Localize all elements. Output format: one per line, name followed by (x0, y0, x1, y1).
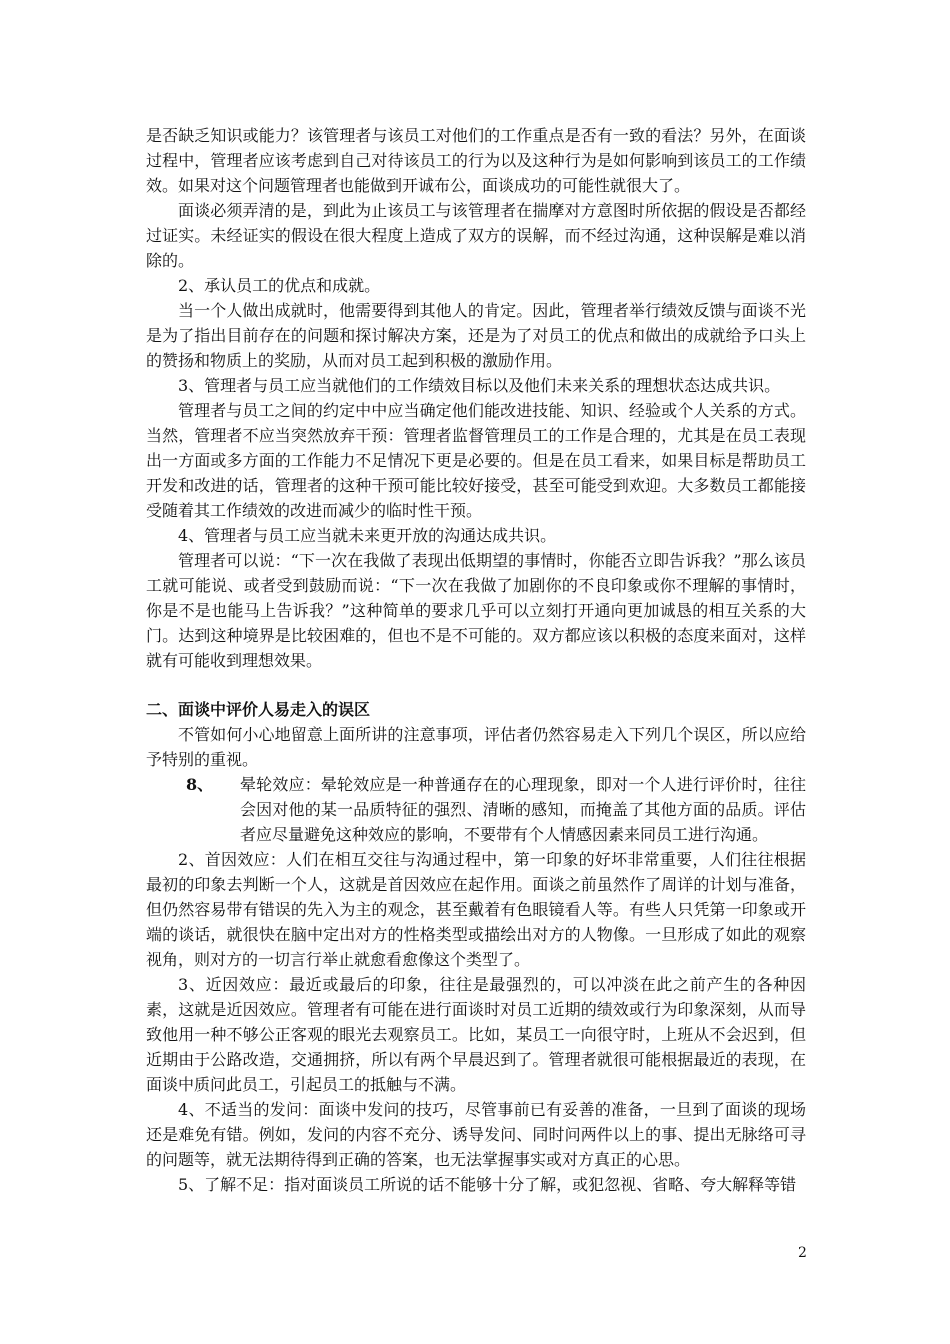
body-paragraph: 是否缺乏知识或能力？该管理者与该员工对他们的工作重点是否有一致的看法？另外，在面谈过程中，管理者应该考虑到自己对待该员工的行为以及这种行为是如何影响到该员工的工作绩效。如果对这个问题管理者也能做到开诚布公，面谈成功的可能性就很大了。 (146, 126, 806, 195)
body-paragraph: 管理者可以说：“下一次在我做了表现出低期望的事情时，你能否立即告诉我？”那么该员工就可能说、或者受到鼓励而说：“下一次在我做了加剧你的不良印象或你不理解的事情时，你是不是也能马上告诉我？”这种简单的要求几乎可以立刻打开通向更加诚恳的相互关系的大门。达到这种境界是比较困难的，但也不是不可能的。双方都应该以积极的态度来面对，这样就有可能收到理想效果。 (146, 551, 806, 670)
body-paragraph: 3、近因效应：最近或最后的印象，往往是最强烈的，可以冲淡在此之前产生的各种因素，这就是近因效应。管理者有可能在进行面谈时对员工近期的绩效或行为印象深刻，从而导致他用一种不够公正客观的眼光去观察员工。比如，某员工一向很守时，上班从不会迟到，但近期由于公路改造，交通拥挤，所以有两个早晨迟到了。管理者就很可能根据最近的表现，在面谈中质问此员工，引起员工的抵触与不满。 (146, 975, 806, 1094)
document-page (146, 123, 806, 1197)
numbered-point: 2、承认员工的优点和成就。 (178, 276, 381, 295)
list-number: 8、 (186, 775, 214, 794)
section-intro: 不管如何小心地留意上面所讲的注意事项，评估者仍然容易走入下列几个误区，所以应给予特别的重视。 (146, 725, 806, 769)
numbered-point: 3、管理者与员工应当就他们的工作绩效目标以及他们未来关系的理想状态达成共识。 (178, 376, 781, 395)
list-text: 晕轮效应：晕轮效应是一种普通存在的心理现象，即对一个人进行评价时，往往会因对他的某一品质特征的强烈、清晰的感知，而掩盖了其他方面的品质。评估者应尽量避免这种效应的影响，不要带有个人情感因素来同员工进行沟通。 (240, 775, 806, 844)
list-item (186, 772, 806, 847)
body-paragraph: 2、首因效应：人们在相互交往与沟通过程中，第一印象的好坏非常重要，人们往往根据最初的印象去判断一个人，这就是首因效应在起作用。面谈之前虽然作了周详的计划与准备，但仍然容易带有错误的先入为主的观念，甚至戴着有色眼镜看人等。有些人只凭第一印象或开端的谈话，就很快在脑中定出对方的性格类型或描绘出对方的人物像。一旦形成了如此的观察视角，则对方的一切言行举止就愈看愈像这个类型了。 (146, 850, 806, 969)
page-number: 2 (798, 1245, 807, 1261)
section-heading: 二、面谈中评价人易走入的误区 (146, 700, 371, 719)
body-paragraph: 管理者与员工之间的约定中中应当确定他们能改进技能、知识、经验或个人关系的方式。当然，管理者不应当突然放弃干预：管理者监督管理员工的工作是合理的，尤其是在员工表现出一方面或多方面的工作能力不足情况下更是必要的。但是在员工看来，如果目标是帮助员工开发和改进的话，管理者的这种干预可能比较好接受，甚至可能受到欢迎。大多数员工都能接受随着其工作绩效的改进而减少的临时性干预。 (146, 401, 806, 520)
body-paragraph: 面谈必须弄清的是，到此为止该员工与该管理者在揣摩对方意图时所依据的假设是否都经过证实。未经证实的假设在很大程度上造成了双方的误解，而不经过沟通，这种误解是难以消除的。 (146, 201, 806, 270)
body-paragraph: 4、不适当的发问：面谈中发问的技巧，尽管事前已有妥善的准备，一旦到了面谈的现场还是难免有错。例如，发问的内容不充分、诱导发问、同时问两件以上的事、提出无脉络可寻的问题等，就无法期待得到正确的答案，也无法掌握事实或对方真正的心思。 (146, 1100, 806, 1169)
body-paragraph: 当一个人做出成就时，他需要得到其他人的肯定。因此，管理者举行绩效反馈与面谈不光是为了指出目前存在的问题和探讨解决方案，还是为了对员工的优点和做出的成就给予口头上的赞扬和物质上的奖励，从而对员工起到积极的激励作用。 (146, 301, 806, 370)
numbered-point: 4、管理者与员工应当就未来更开放的沟通达成共识。 (178, 526, 557, 545)
body-paragraph: 5、了解不足：指对面谈员工所说的话不能够十分了解，或犯忽视、省略、夸大解释等错 (178, 1175, 797, 1194)
